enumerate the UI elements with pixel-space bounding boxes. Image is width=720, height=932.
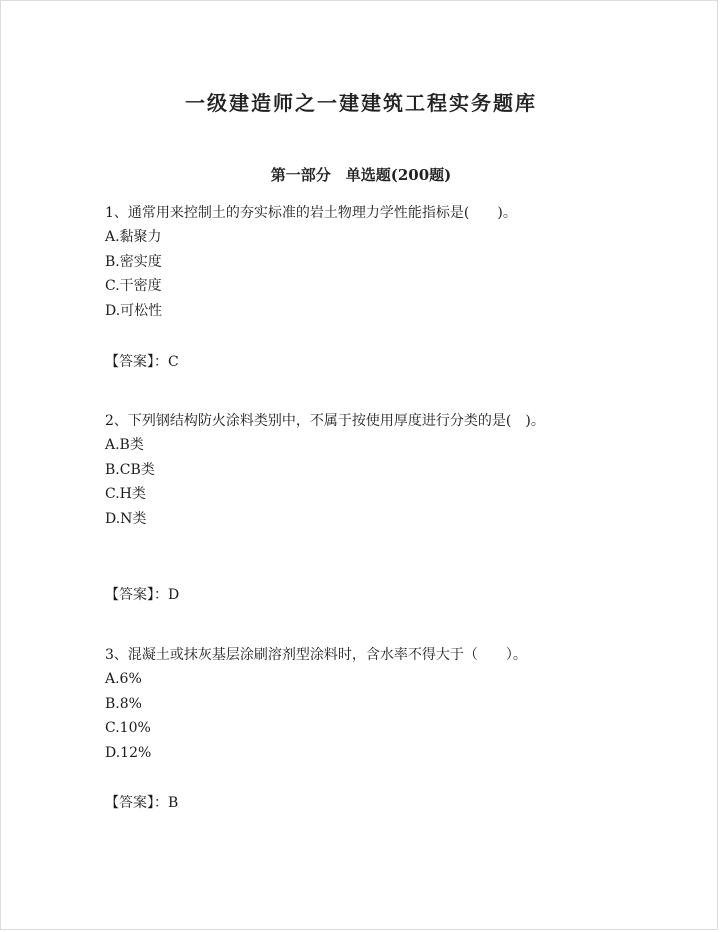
question-stem: 3、混凝土或抹灰基层涂刷溶剂型涂料时，含水率不得大于（ ）。 [105,647,527,663]
option-d: D.可松性 [105,302,163,319]
option-b: B.CB类 [105,461,155,478]
option-a: A.黏聚力 [105,229,162,245]
section-title: 第一部分 单选题(200题) [270,166,452,184]
option-a: A.B类 [105,437,144,453]
question-1 [105,201,605,323]
answer-3: 【答案】：B [105,795,179,811]
option-d: D.12% [105,744,152,761]
answer-1: 【答案】：C [105,354,179,370]
option-d: D.N类 [105,510,147,527]
question-stem: 2、下列钢结构防火涂料类别中，不属于按使用厚度进行分类的是( )。 [105,413,545,429]
question-3 [105,643,605,765]
document-title: 一级建造师之一建建筑工程实务题库 [185,91,537,115]
option-b: B.8% [105,695,142,712]
option-a: A.6% [105,671,142,687]
option-c: C.干密度 [105,278,162,294]
question-2 [105,409,595,531]
question-stem: 1、通常用来控制土的夯实标准的岩土物理力学性能指标是( )。 [105,205,517,221]
option-c: C.H类 [105,486,146,502]
option-b: B.密实度 [105,253,162,270]
option-c: C.10% [105,720,151,736]
answer-2: 【答案】：D [105,587,180,603]
